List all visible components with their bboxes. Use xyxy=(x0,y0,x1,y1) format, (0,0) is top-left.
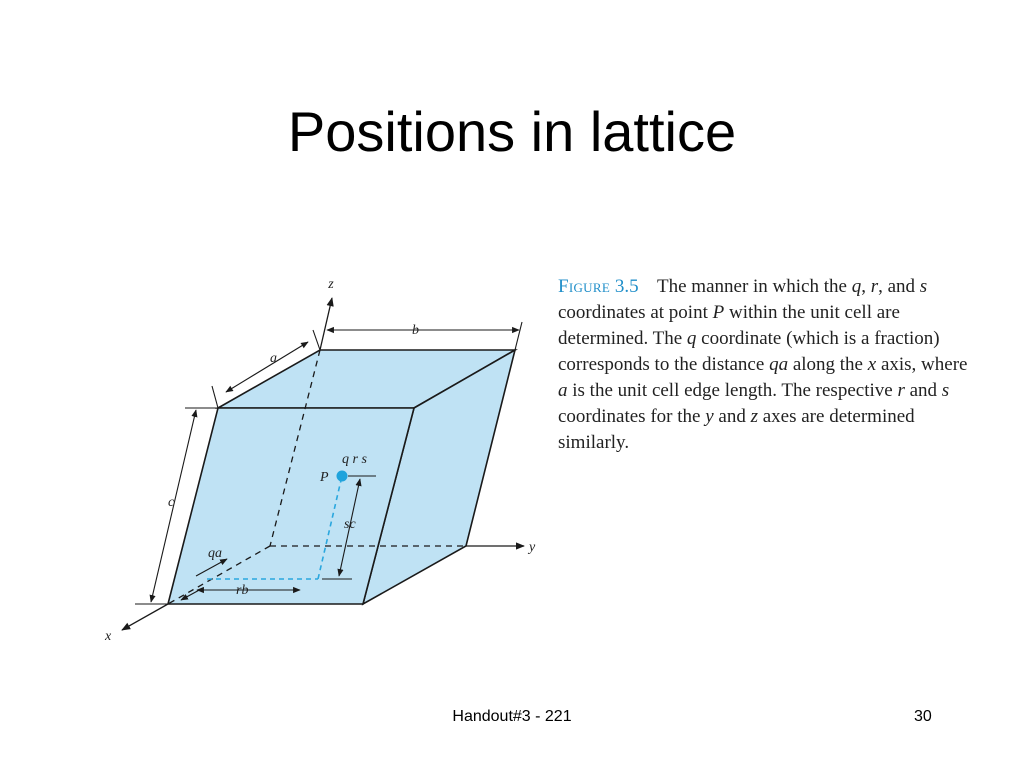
caption-run: axes are determined similarly. xyxy=(558,406,915,453)
caption-run: qa xyxy=(769,354,789,375)
caption-run: q xyxy=(686,328,697,349)
caption-run: , and xyxy=(878,276,920,297)
unit-cell-figure xyxy=(95,270,545,650)
dimension-b xyxy=(327,322,522,350)
caption-run: r xyxy=(897,380,905,401)
caption-run: The manner in which the xyxy=(657,276,852,297)
caption-run: r xyxy=(870,276,879,297)
label-c: c xyxy=(168,495,175,510)
z-axis xyxy=(320,298,332,350)
label-p: P xyxy=(320,470,329,485)
caption-run: axis, where xyxy=(876,354,968,375)
label-y: y xyxy=(529,540,536,555)
caption-run: coordinates at point xyxy=(558,302,713,323)
caption-run: within the unit cell are determined. The xyxy=(558,302,900,349)
label-b: b xyxy=(412,323,419,338)
unit-cell-diagram xyxy=(95,270,545,650)
slide-title: Positions in lattice xyxy=(287,100,737,163)
caption-run: s xyxy=(941,380,950,401)
caption-run: q xyxy=(851,276,862,297)
figure-label: Figure xyxy=(558,276,611,297)
footer-text: Handout#3 - 221 xyxy=(452,708,572,725)
page-number: 30 xyxy=(914,708,932,725)
label-rb: rb xyxy=(236,583,249,598)
label-z: z xyxy=(328,277,334,292)
caption-run: z xyxy=(750,406,758,427)
caption-run: , xyxy=(861,276,871,297)
caption-run: and xyxy=(713,406,751,427)
label-a: a xyxy=(270,351,277,366)
label-qa: qa xyxy=(208,546,222,561)
point-p xyxy=(337,471,348,482)
caption-run: along the xyxy=(788,354,868,375)
figure-caption xyxy=(558,274,968,456)
caption-text xyxy=(558,276,967,453)
label-qrs: q r s xyxy=(342,452,367,467)
caption-run: is the unit cell edge length. The respective xyxy=(567,380,898,401)
label-sc: sc xyxy=(344,517,356,532)
figure-number: 3.5 xyxy=(614,276,639,297)
caption-run: coordinates for the xyxy=(558,406,706,427)
caption-run: a xyxy=(558,380,568,401)
caption-run: coordinate (which is a fraction) corresponds to the distance xyxy=(558,328,940,375)
caption-run: and xyxy=(904,380,942,401)
caption-run: x xyxy=(867,354,877,375)
caption-run: y xyxy=(705,406,714,427)
label-x: x xyxy=(105,629,112,644)
caption-run: P xyxy=(712,302,725,323)
caption-run: s xyxy=(919,276,928,297)
x-axis xyxy=(122,604,168,630)
